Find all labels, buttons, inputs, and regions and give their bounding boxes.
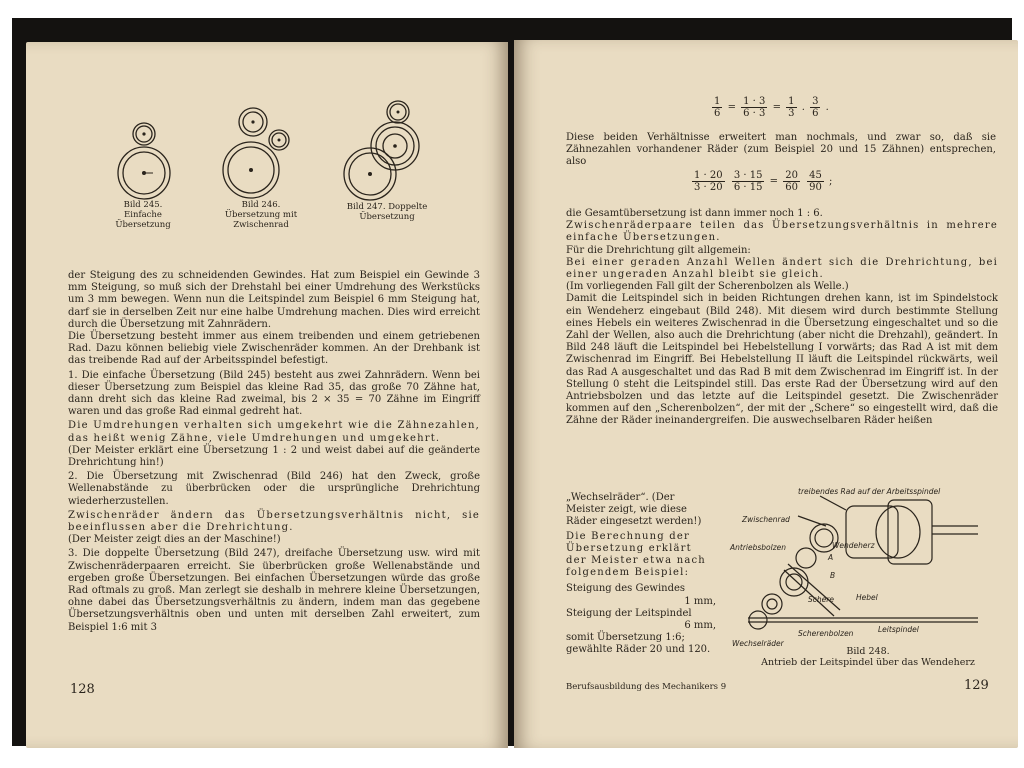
rule-paragraph: Zwischenräder ändern das Übersetzungsverhältnis nicht, sie beeinflussen aber die Drehrichtung. [68, 509, 480, 534]
equation-2: $\frac{1 \cdot 20}{3 \cdot 20}$ $\frac{3 \cdot 15}{6 \cdot 15}$ = $\frac{20}{60}$ $\frac{45}{90}$ ; [694, 170, 833, 193]
page-footer: Berufsausbildung des Mechanikers 9 [566, 682, 727, 692]
fraction: $\frac{1}{3}$ [788, 96, 795, 119]
figure-247-caption: Bild 247. Doppelte Übersetzung [346, 202, 428, 222]
label-b: B [830, 571, 836, 580]
figure-248 [728, 486, 1008, 656]
gear-diagram-double [342, 98, 432, 202]
figure-245 [108, 118, 178, 230]
label-leitspindel: Leitspindel [878, 625, 919, 634]
label-zwischenrad: Zwischenrad [742, 515, 790, 524]
label-wechselraeder: Wechselräder [732, 639, 784, 648]
figure-247 [342, 98, 432, 222]
page-number-right: 129 [964, 678, 989, 693]
label-antriebsbolzen: Antriebsbolzen [730, 543, 787, 552]
paragraph: (Der Meister erklärt eine Übersetzung 1 : 2 und weist dabei auf die geänderte Drehrichtung hin!) [68, 444, 480, 469]
rule-paragraph: Bei einer geraden Anzahl Wellen ändert sich die Drehrichtung, bei einer ungeraden Anzahl bleibt sie gleich. [566, 256, 998, 281]
label-schere: Schere [808, 595, 834, 604]
figure-248-caption: Bild 248. Antrieb der Leitspindel über das Wendeherz [761, 646, 975, 668]
label-a: A [828, 553, 834, 562]
fraction: $\frac{3}{6}$ [812, 96, 819, 119]
figure-246-caption: Bild 246. Übersetzung mit Zwischenrad [224, 200, 298, 230]
rule-paragraph: Zwischenräderpaare teilen das Übersetzungsverhältnis in mehrere einfache Übersetzungen. [566, 220, 998, 244]
paragraph: 2. Die Übersetzung mit Zwischenrad (Bild 246) hat den Zweck, große Wellenabstände zu überbrücken oder die ursprüngliche Drehrichtung wiederherzustellen. [68, 471, 480, 507]
paragraph: der Steigung des zu schneidenden Gewindes. Hat zum Beispiel ein Gewinde 3 mm Steigung, so muß sich der Drehstahl bei einer Umdrehung des Werkstücks um 3 mm bewegen. Wenn nun die Leitspindel zum Beispiel 6 mm Steigung hat, darf sie in derselben Zeit nur eine halbe Umdrehung machen. Dies wird erreicht durch die Übersetzung mit Zahnrädern. [68, 270, 480, 330]
fraction: $\frac{45}{90}$ [809, 170, 822, 193]
right-body-text: die Gesamtübersetzung ist dann immer noch 1 : 6. Zwischenräderpaare teilen das Übersetzungsverhältnis in mehrere einfache Übersetzungen. Für die Drehrichtung gilt allgemein: Bei einer geraden Anzahl Wellen ändert sich die Drehrichtung, bei einer ungeraden Anzahl bleibt sie gleich. (Im vorliegenden Fall gilt der Scherenbolzen als Welle.) Damit die Leitspindel sich in beiden Richtungen drehen kann, ist im Spindelstock ein Wendeherz eingebaut (Bild 248). Mit diesem wird durch bestimmte Stellung eines Hebels ein weiteres Zwischenrad in die Übersetzung eingeschaltet und so die Zahl der Wellen, also auch die Drehrichtung (aber nicht die Drehzahl), geändert. In Bild 248 läuft die Leitspindel bei Hebelstellung I vorwärts; das Rad A ist mit dem Zwischenrad im Eingriff. Bei Hebelstellung II läuft die Leitspindel rückwärts, weil das Rad A ausgeschaltet und das Rad B mit dem Zwischenrad im Eingriff ist. In der Stellung 0 steht die Leitspindel still. Das erste Rad der Übersetzung wird auf den Antriebsbolzen und das letzte auf die Leitspindel gesetzt. Die Zwischenräder kommen auf den „Scherenbolzen“, der mit der „Schere“ so eingestellt wird, daß die Zähne der Räder ineinandergreifen. Die auswechselbaren Räder heißen [566, 208, 998, 427]
fraction: $\frac{1}{6}$ [714, 96, 721, 119]
left-page [26, 42, 508, 748]
paragraph: (Der Meister zeigt dies an der Maschine!) [68, 534, 281, 546]
left-body-text [68, 270, 480, 634]
paragraph: 3. Die doppelte Übersetzung (Bild 247), dreifache Übersetzung usw. wird mit Zwischenräderpaaren erreicht. Sie überbrücken große Wellenabstände und ergeben große Übersetzungen. Bei einfachen Übersetzungen würde das große Rad oftmals zu groß. Man zerlegt sie deshalb in mehrere kleine Übersetzungen, ohne dabei das Übersetzungsverhältnis zu ändern, indem man das gegebene Übersetzungsverhältnis oben und unten mit derselben Zahl erweitert, zum Beispiel 1:6 mit 3 [68, 548, 480, 633]
equation-1: $\frac{1}{6}$ = $\frac{1 \cdot 3}{6 \cdot 3}$ = $\frac{1}{3}$ . $\frac{3}{6}$ . [714, 96, 829, 119]
label-scherenbolzen: Scherenbolzen [798, 629, 854, 638]
fraction: $\frac{1 \cdot 20}{3 \cdot 20}$ [694, 170, 723, 193]
fraction: $\frac{1 \cdot 3}{6 \cdot 3}$ [743, 96, 766, 119]
open-book [12, 18, 1012, 746]
right-intro-text: Diese beiden Verhältnisse erweitert man nochmals, und zwar so, daß sie Zähnezahlen vorhandener Räder (zum Beispiel 20 und 15 Zähnen) entsprechen, also [566, 132, 996, 168]
paragraph: 1. Die einfache Übersetzung (Bild 245) besteht aus zwei Zahnrädern. Wenn bei dieser Übersetzung zum Beispiel das kleine Rad 35, das große 70 Zähne hat, dann dreht sich das kleine Rad zweimal, bis 2 × 35 = 70 Zähne im Eingriff waren und das große Rad einmal gedreht hat. [68, 369, 480, 418]
fraction: $\frac{20}{60}$ [785, 170, 798, 193]
gear-diagram-idler [219, 104, 303, 200]
right-column-text: „Wechselräder“. (Der Meister zeigt, wie diese Räder eingesetzt werden!) Die Berechnung der Übersetzung erklärt der Meister etwa nach folgendem Beispiel: Steigung des Gewindes 1 mm, Steigung der Leitspindel 6 mm, somit Übersetzung 1:6; gewählte Räder 20 und 120. [566, 492, 716, 656]
gear-diagram-simple [111, 118, 175, 200]
label-hebel: Hebel [856, 593, 878, 602]
label-wendeherz: Wendeherz [832, 541, 875, 550]
rule-paragraph: Die Umdrehungen verhalten sich umgekehrt wie die Zähnezahlen, das heißt wenig Zähne, viele Umdrehungen und umgekehrt. [68, 420, 480, 444]
right-page [514, 40, 1018, 748]
figure-246 [216, 104, 306, 230]
page-number-left: 128 [70, 682, 95, 697]
lathe-drive-diagram [728, 486, 1008, 656]
label-treibendes-rad: treibendes Rad auf der Arbeitsspindel [798, 487, 941, 496]
paragraph: Die Übersetzung besteht immer aus einem treibenden und einem getriebenen Rad. Dazu können beliebig viele Zwischenräder kommen. An der Drehbank ist das treibende Rad auf der Arbeitsspindel befestigt. [68, 331, 480, 367]
fraction: $\frac{3 \cdot 15}{6 \cdot 15}$ [733, 170, 763, 193]
figure-245-caption: Bild 245. Einfache Übersetzung [115, 200, 171, 230]
